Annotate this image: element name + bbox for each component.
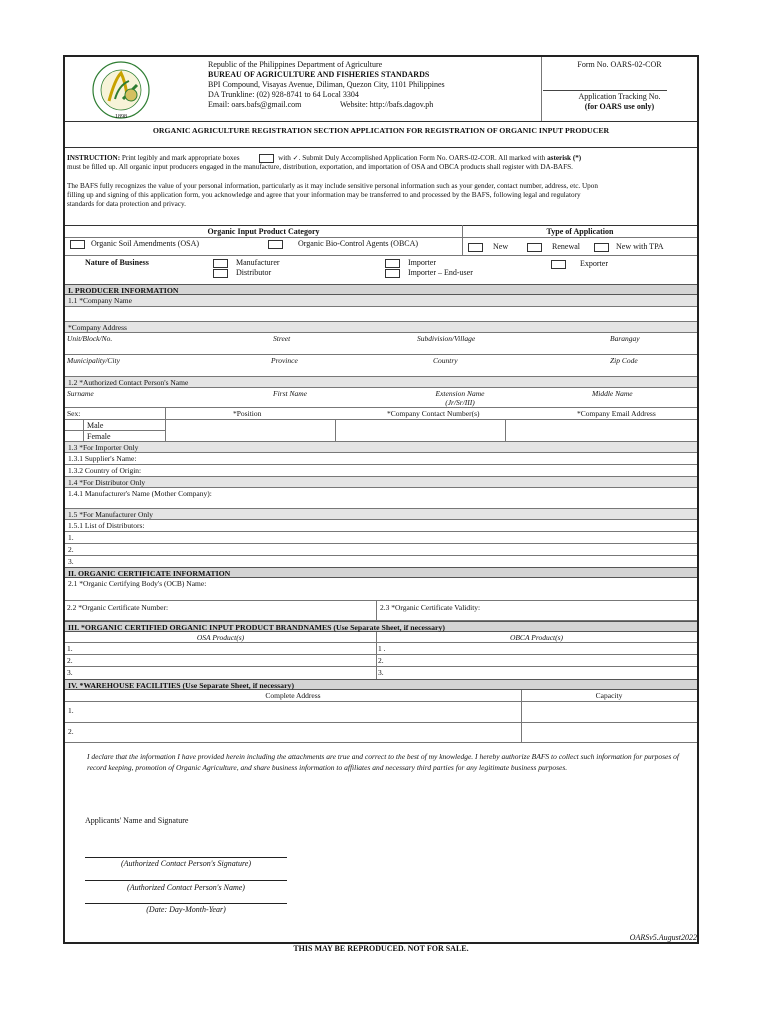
supplier-field[interactable]: 1.3.1 Supplier's Name: — [65, 453, 697, 465]
brand-row-1[interactable]: 1. 1 . — [65, 643, 697, 655]
brand-row-2[interactable]: 2. 2. — [65, 655, 697, 667]
section-1-header: I. PRODUCER INFORMATION — [65, 284, 697, 295]
importer-option[interactable]: Importer — [385, 258, 436, 268]
first-name-label: First Name — [273, 389, 307, 398]
ocb-field[interactable]: 2.1 *Organic Certifying Body's (OCB) Name: — [65, 578, 697, 601]
manufacturer-name-field[interactable]: 1.4.1 Manufacturer's Name (Mother Company): — [65, 488, 697, 509]
obca-option[interactable]: Organic Bio-Control Agents (OBCA) — [268, 239, 418, 249]
da-logo — [85, 59, 157, 121]
cert-row — [65, 601, 697, 621]
sex-label: Sex: — [67, 409, 81, 418]
signature-heading: Applicants' Name and Signature — [85, 816, 189, 825]
new-tpa-checkbox[interactable] — [594, 243, 609, 252]
section-2-header: II. ORGANIC CERTIFICATE INFORMATION — [65, 567, 697, 578]
distributor-3[interactable]: 3. — [68, 557, 74, 566]
section-4-header: IV. *WAREHOUSE FACILITIES (Use Separate Sheet, if necessary) — [65, 679, 697, 690]
address-row-1[interactable] — [65, 333, 697, 355]
importer-end-user-option[interactable]: Importer – End-user — [385, 268, 473, 278]
warehouse-row-1[interactable]: 1. — [65, 702, 697, 723]
new-checkbox[interactable] — [468, 243, 483, 252]
street-label: Street — [273, 334, 291, 343]
org-line-2: BUREAU OF AGRICULTURE AND FISHERIES STANDARDS — [208, 70, 430, 79]
name-line[interactable] — [85, 880, 287, 881]
new-option[interactable]: New — [468, 242, 508, 252]
contact-number-label: *Company Contact Number(s) — [387, 409, 480, 418]
business-title: Nature of Business — [85, 258, 149, 267]
zip-label: Zip Code — [610, 356, 638, 365]
importer-end-user-checkbox[interactable] — [385, 269, 400, 278]
instruction: INSTRUCTION: Print legibly and mark appropriate boxes with ✓. Submit Duly Accomplished Application Form No. OARS-02-COR. All marked with asterisk (*) — [67, 154, 582, 163]
surname-label: Surname — [67, 389, 94, 398]
address-header: Complete Address — [265, 691, 321, 700]
exporter-option[interactable]: Exporter — [551, 259, 608, 269]
org-line-3: BPI Compound, Visayas Avenue, Diliman, Quezon City, 1101 Philippines — [208, 80, 445, 89]
company-name-label: 1.1 *Company Name — [65, 295, 697, 307]
org-line-1: Republic of the Philippines Department of Agriculture — [208, 60, 383, 69]
position-label: *Position — [233, 409, 262, 418]
app-type-title: Type of Application — [546, 227, 614, 236]
form-title: ORGANIC AGRICULTURE REGISTRATION SECTION APPLICATION FOR REGISTRATION OF ORGANIC INPUT PRODUCER — [152, 126, 610, 135]
renewal-option[interactable]: Renewal — [527, 242, 580, 252]
declaration-text: I declare that the information I have provided herein including the attachments are true and correct to the best of my knowledge. I hereby authorize BAFS to collect such information for purposes of record keeping, promotion of Organic Agriculture, and share business information to affiliates and necessary third parties for any legitimate business purposes. — [87, 752, 679, 772]
importer-only-label: 1.3 *For Importer Only — [65, 442, 697, 453]
osa-checkbox[interactable] — [70, 240, 85, 249]
privacy-line-2: filling up and signing of this application form, you acknowledge and agree that your information may be transferred to and processed by the BAFS, following legal and regulatory — [67, 191, 581, 199]
section-3-header: III. *ORGANIC CERTIFIED ORGANIC INPUT PRODUCT BRANDNAMES (Use Separate Sheet, if necessary) — [65, 621, 697, 632]
distributor-checkbox[interactable] — [213, 269, 228, 278]
female-option[interactable]: Female — [87, 432, 111, 441]
exporter-checkbox[interactable] — [551, 260, 566, 269]
renewal-checkbox[interactable] — [527, 243, 542, 252]
extension-label: Extension Name (Jr/Sr/III) — [435, 389, 485, 407]
distributor-option[interactable]: Distributor — [213, 268, 271, 278]
obca-products-header: OBCA Product(s) — [509, 633, 564, 642]
org-line-4: DA Trunkline: (02) 928-8741 to 64 Local 3304 — [208, 90, 359, 99]
manufacturer-checkbox[interactable] — [213, 259, 228, 268]
barangay-label: Barangay — [610, 334, 640, 343]
distributor-1[interactable]: 1. — [65, 532, 697, 544]
unit-label: Unit/Block/No. — [67, 334, 113, 343]
footer-note: THIS MAY BE REPRODUCED. NOT FOR SALE. — [293, 944, 469, 953]
cert-number-label[interactable]: 2.2 *Organic Certificate Number: — [67, 603, 169, 612]
middle-name-label: Middle Name — [592, 389, 633, 398]
org-email: Email: oars.bafs@gmail.com — [208, 100, 302, 109]
application-form — [63, 55, 699, 944]
date-line[interactable] — [85, 903, 287, 904]
address-row-2[interactable] — [65, 355, 697, 377]
manufacturer-option[interactable]: Manufacturer — [213, 258, 280, 268]
name-caption: (Authorized Contact Person's Name) — [127, 883, 245, 892]
warehouse-row-2[interactable]: 2. — [65, 723, 697, 743]
company-address-label: *Company Address — [65, 322, 697, 333]
email-label: *Company Email Address — [577, 409, 656, 418]
capacity-header: Capacity — [595, 691, 623, 700]
warehouse-headers — [65, 690, 697, 702]
brand-headers — [65, 632, 697, 643]
country-label: Country — [433, 356, 458, 365]
importer-checkbox[interactable] — [385, 259, 400, 268]
male-option[interactable]: Male — [87, 421, 104, 430]
distributor-only-label: 1.4 *For Distributor Only — [65, 477, 697, 488]
manufacturer-only-label: 1.5 *For Manufacturer Only — [65, 509, 697, 520]
auth-person-name-row[interactable] — [65, 388, 697, 408]
cert-validity-label[interactable]: 2.3 *Organic Certificate Validity: — [380, 603, 481, 612]
origin-field[interactable]: 1.3.2 Country of Origin: — [65, 465, 697, 477]
new-tpa-option[interactable]: New with TPA — [594, 242, 664, 252]
tracking-label: Application Tracking No. — [578, 92, 661, 101]
brand-row-3[interactable]: 3. 3. — [67, 668, 384, 677]
province-label: Province — [271, 356, 298, 365]
municipality-label: Municipality/City — [67, 356, 120, 365]
org-website: Website: http://bafs.dagov.ph — [340, 100, 434, 109]
signature-line[interactable] — [85, 857, 287, 858]
privacy-line-3: standards for data protection and privacy. — [67, 200, 186, 208]
obca-checkbox[interactable] — [268, 240, 283, 249]
subdivision-label: Subdivision/Village — [417, 334, 476, 343]
category-title: Organic Input Product Category — [207, 227, 320, 236]
version-label: OARSv5.August2022 — [629, 933, 697, 942]
instruction-line-2: must be filled up. All organic input producers engaged in the manufacture, distribution, exportation, and importation of OSA and OBCA products shall register with DA-BAFS. — [67, 163, 573, 171]
company-name-field[interactable] — [65, 307, 697, 322]
date-caption: (Date: Day-Month-Year) — [146, 905, 226, 914]
distributor-2[interactable]: 2. — [65, 544, 697, 556]
privacy-line-1: The BAFS fully recognizes the value of your personal information, particularly as it may include sensitive personal information such as your gender, contact number, address, etc. Upon — [67, 182, 598, 190]
osa-option[interactable]: Organic Soil Amendments (OSA) — [70, 239, 199, 249]
tracking-note: (for OARS use only) — [584, 102, 655, 111]
list-distributors-label: 1.5.1 List of Distributors: — [65, 520, 697, 532]
auth-person-label: 1.2 *Authorized Contact Person's Name — [65, 377, 697, 388]
form-number: Form No. OARS-02-COR — [577, 60, 662, 69]
logo-year: 1898 — [115, 114, 127, 120]
example-checkbox — [259, 154, 274, 163]
osa-products-header: OSA Product(s) — [196, 633, 245, 642]
signature-caption: (Authorized Contact Person's Signature) — [120, 859, 252, 868]
position-row — [65, 408, 697, 442]
